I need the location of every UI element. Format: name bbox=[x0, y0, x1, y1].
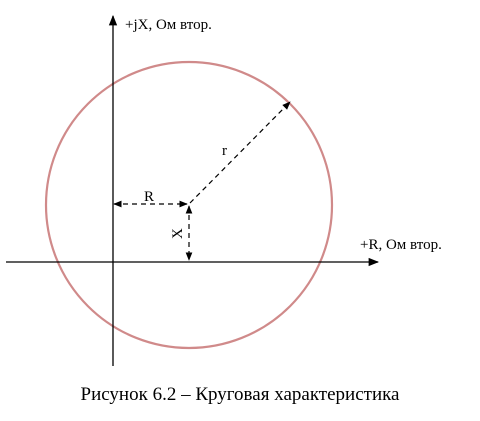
radius-dimension bbox=[190, 102, 290, 203]
figure-caption: Рисунок 6.2 – Круговая характеристика bbox=[80, 384, 400, 405]
jx-axis-label: +jX, Ом втор. bbox=[125, 17, 212, 33]
characteristic-circle bbox=[46, 62, 332, 348]
resistance-label: R bbox=[144, 189, 155, 205]
reactance-label: X bbox=[170, 228, 186, 239]
radius-label: r bbox=[222, 143, 227, 159]
r-axis-label: +R, Ом втор. bbox=[360, 237, 442, 253]
